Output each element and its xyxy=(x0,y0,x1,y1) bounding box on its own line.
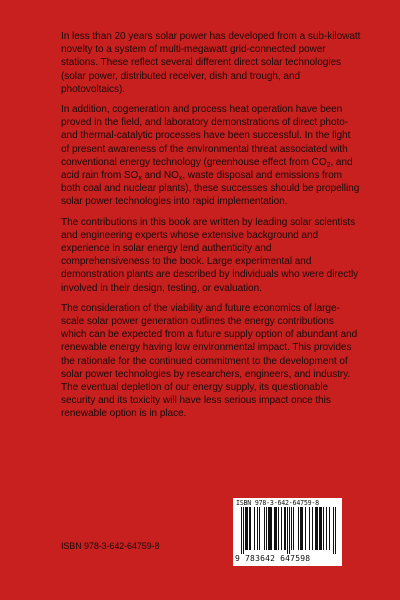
barcode-bar xyxy=(291,507,292,550)
barcode-bar xyxy=(317,507,318,550)
barcode-bar xyxy=(278,507,279,550)
blurb-text xyxy=(61,30,361,428)
isbn-text: ISBN 978-3-642-64759-8 xyxy=(61,541,160,551)
barcode-bar xyxy=(249,507,250,550)
paragraph-4: The consideration of the viability and future economics of large-scale solar power generation outlines the energy contributions which can be expected from a future supply option of abundant and renewable energy having low environmental impact. This provides the rationale for the continued commitment to the development of solar power technologies by researchers, engineers, and industry. The eventual depletion of our energy supply, its questionable security and its toxicity will have less serious impact once this renewable option is in place. xyxy=(61,302,358,420)
barcode-bar xyxy=(243,507,244,554)
barcode-bar xyxy=(247,507,248,550)
barcode-bar xyxy=(287,507,288,554)
barcode-bar xyxy=(274,507,275,550)
barcode-bar xyxy=(270,507,271,550)
barcode-bar xyxy=(246,507,247,550)
barcode-bar xyxy=(309,507,310,550)
barcode-bar xyxy=(293,507,294,550)
barcode-bar xyxy=(254,507,255,550)
barcode-bar xyxy=(266,507,267,550)
paragraph-2: In addition, cogeneration and process heat operation have been proved in the field, and laboratory demonstrations of direct photo- and thermal-catalytic processes have been successful. In the light of present awareness of the environmental threat associated with conventional energy technology (greenhouse effect from $CO_2$, and acid rain from $SO_x$ and $NO_x$, waste disposal and emissions from both coal and nuclear plants), these successes should be propelling solar power technologies into rapid implementation. xyxy=(61,104,360,208)
barcode-isbn-label: ISBN 978-3-642-64759-8 xyxy=(236,499,319,507)
barcode-bar xyxy=(298,507,299,550)
barcode-bar xyxy=(276,507,277,550)
barcode-bar xyxy=(268,507,269,550)
barcode-bar xyxy=(319,507,320,550)
barcode-bar xyxy=(320,507,321,550)
barcode-bar xyxy=(321,507,322,550)
barcode-bar xyxy=(289,507,290,554)
barcode-bar xyxy=(329,507,330,550)
barcode-bar xyxy=(245,507,246,550)
barcode-bar xyxy=(275,507,276,550)
barcode-bar xyxy=(301,507,302,550)
barcode-bar xyxy=(323,507,324,550)
barcode-bar xyxy=(241,507,242,554)
paragraph-1: In less than 20 years solar power has developed from a sub-kilowatt novelty to a system of multi-megawatt grid-connected power stations. These reflect several different direct solar technologies (solar power, distributed receiver, dish and trough, and photovoltaics). xyxy=(61,31,361,95)
barcode-bar xyxy=(302,507,303,550)
barcode-bar xyxy=(285,507,286,550)
barcode-bar xyxy=(259,507,260,550)
paragraph-3: The contributions in this book are written by leading solar scientists and engineering experts whose extensive background and experience in solar energy lend authenticity and comprehensiveness to the book. Large experimental and demonstration plants are described by individuals who were directly involved in their design, testing, or evaluation. xyxy=(61,216,359,294)
barcode xyxy=(233,498,342,566)
barcode-bar xyxy=(271,507,272,550)
barcode-bar xyxy=(250,507,251,550)
barcode-bar xyxy=(312,507,313,550)
barcode-bar xyxy=(305,507,306,550)
barcode-bar xyxy=(269,507,270,550)
barcode-bar xyxy=(281,507,282,550)
barcode-bar xyxy=(326,507,327,550)
barcode-bar xyxy=(315,507,316,550)
barcode-bar xyxy=(257,507,258,550)
barcode-bars xyxy=(233,507,342,555)
barcode-bar xyxy=(316,507,317,550)
barcode-bar xyxy=(333,507,334,554)
barcode-bar xyxy=(335,507,336,554)
barcode-digits: 9 783642 647598 xyxy=(235,554,311,563)
barcode-bar xyxy=(284,507,285,550)
barcode-bar xyxy=(300,507,301,550)
barcode-bar xyxy=(264,507,265,550)
